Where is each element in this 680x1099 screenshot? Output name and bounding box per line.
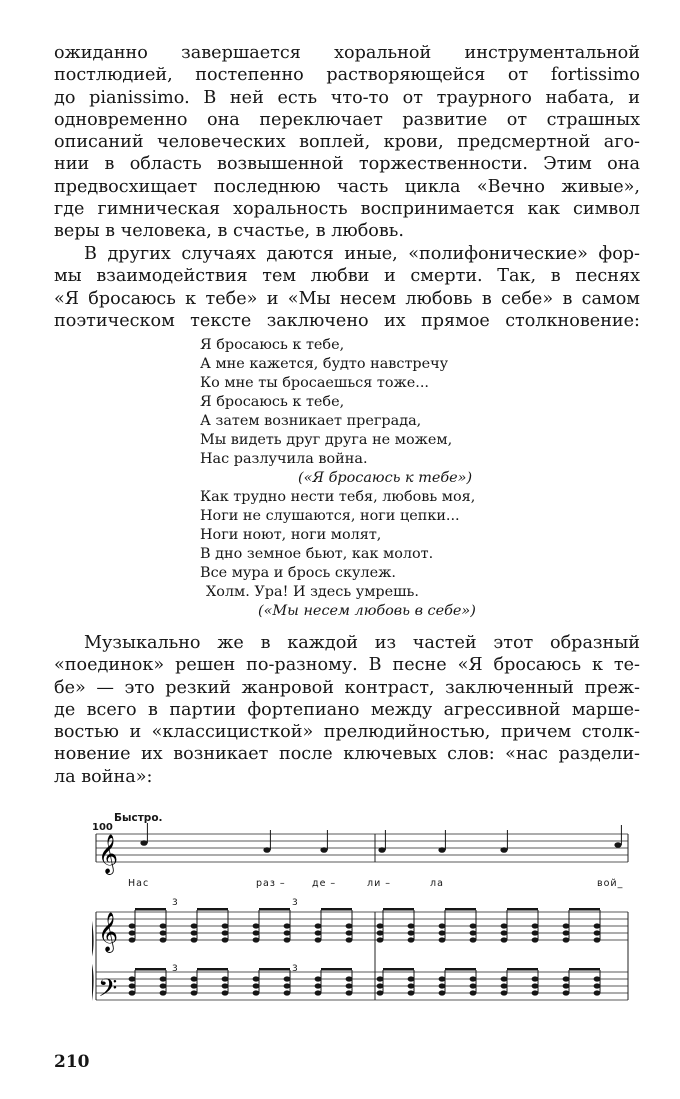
chord-note bbox=[439, 983, 446, 988]
chord-note bbox=[470, 983, 477, 988]
chord-note bbox=[129, 930, 136, 935]
chord-note bbox=[532, 990, 539, 995]
music-score bbox=[92, 812, 632, 1022]
chord-note bbox=[191, 976, 198, 981]
text-line: ожиданно завершается хоральной инструментальной bbox=[54, 43, 640, 63]
chord-note bbox=[160, 983, 167, 988]
chord-note bbox=[501, 983, 508, 988]
text-line: нии в область возвышенной торжественности. Этим она bbox=[54, 154, 640, 175]
poem-line: Мы видеть друг друга не можем, bbox=[200, 432, 453, 448]
beam bbox=[197, 968, 228, 971]
chord-note bbox=[315, 930, 322, 935]
staff-lines bbox=[96, 834, 628, 1000]
poem-line: Я бросаюсь к тебе, bbox=[200, 394, 345, 410]
paragraph-3 bbox=[54, 632, 640, 788]
chord-note bbox=[501, 937, 508, 942]
chord-note bbox=[501, 976, 508, 981]
note-head bbox=[263, 847, 270, 853]
chord-note bbox=[563, 937, 570, 942]
music-example bbox=[92, 812, 632, 1022]
poem-line: Я бросаюсь к тебе, bbox=[200, 337, 345, 353]
poem-line: Ко мне ты бросаешься тоже... bbox=[200, 375, 429, 391]
beam bbox=[197, 908, 228, 911]
beam bbox=[135, 908, 166, 911]
chord-note bbox=[532, 937, 539, 942]
text-line: мы взаимодействия тем любви и смерти. Так, в песнях bbox=[54, 266, 640, 287]
chord-note bbox=[222, 976, 229, 981]
chord-note bbox=[377, 930, 384, 935]
text-line: поэтическом тексте заключено их прямое столкновение: bbox=[54, 310, 640, 331]
lyric-syllable: Нас bbox=[128, 878, 150, 889]
chord-note bbox=[222, 923, 229, 928]
note-head bbox=[378, 847, 385, 853]
bass-clef-icon: 𝄢 bbox=[98, 974, 118, 1009]
chord-note bbox=[315, 923, 322, 928]
lyric-syllable: вой_ bbox=[597, 878, 624, 889]
chord-note bbox=[563, 976, 570, 981]
chord-note bbox=[222, 983, 229, 988]
chord-note bbox=[160, 976, 167, 981]
chord-note bbox=[129, 976, 136, 981]
chord-note bbox=[253, 930, 260, 935]
poem-quote-2 bbox=[200, 488, 500, 621]
chord-note bbox=[129, 923, 136, 928]
treble-clef-icon: 𝄞 bbox=[98, 834, 119, 874]
lyric-syllable: раз – bbox=[256, 878, 286, 889]
chord-note bbox=[222, 990, 229, 995]
chord-note bbox=[191, 983, 198, 988]
poem-line: А мне кажется, будто навстречу bbox=[200, 356, 449, 372]
chord-note bbox=[532, 983, 539, 988]
chord-note bbox=[346, 983, 353, 988]
chord-note bbox=[532, 930, 539, 935]
lyric-syllable: де – bbox=[312, 878, 337, 889]
text-line: бе» — это резкий жанровой контраст, заключенный преж- bbox=[54, 677, 640, 698]
chord-note bbox=[284, 937, 291, 942]
poem-source: («Мы несем любовь в себе») bbox=[258, 603, 476, 619]
poem-line: Все мура и брось скулеж. bbox=[200, 565, 396, 581]
chord-note bbox=[222, 937, 229, 942]
chord-note bbox=[563, 923, 570, 928]
chord-note bbox=[594, 976, 601, 981]
poem-line: Нас разлучила война. bbox=[200, 451, 368, 467]
chord-note bbox=[439, 990, 446, 995]
beam bbox=[135, 968, 166, 971]
chord-note bbox=[160, 937, 167, 942]
beam bbox=[445, 968, 476, 971]
text-line: новение их возникает после ключевых слов: «нас раздели- bbox=[54, 744, 640, 765]
chord-note bbox=[470, 930, 477, 935]
chord-note bbox=[594, 923, 601, 928]
treble-clef-icon: 𝄞 bbox=[98, 912, 119, 952]
chord-note bbox=[284, 983, 291, 988]
chord-note bbox=[315, 976, 322, 981]
chord-note bbox=[501, 923, 508, 928]
lyric-syllable: ли – bbox=[367, 878, 392, 889]
beam bbox=[445, 908, 476, 911]
tempo-marking: Быстро. bbox=[114, 812, 163, 824]
text-line: «поединок» решен по-разному. В песне «Я бросаюсь к те- bbox=[54, 655, 640, 676]
chord-note bbox=[129, 983, 136, 988]
chord-note bbox=[377, 976, 384, 981]
beam bbox=[507, 908, 538, 911]
chord-note bbox=[563, 983, 570, 988]
chord-note bbox=[470, 990, 477, 995]
chord-note bbox=[408, 923, 415, 928]
text-line: одновременно она переключает развитие от страшных bbox=[54, 109, 640, 130]
chord-note bbox=[191, 923, 198, 928]
beam bbox=[321, 908, 352, 911]
text-line: «Я бросаюсь к тебе» и «Мы несем любовь в себе» в самом bbox=[54, 288, 640, 309]
beam bbox=[259, 908, 290, 911]
chord-note bbox=[253, 923, 260, 928]
lyric-syllable: ла bbox=[430, 878, 444, 889]
chord-note bbox=[408, 930, 415, 935]
paragraph-1 bbox=[54, 42, 640, 243]
chord-note bbox=[594, 937, 601, 942]
chord-note bbox=[346, 923, 353, 928]
chord-note bbox=[253, 990, 260, 995]
text-line: востью и «классицисткой» прелюдийностью, причем столк- bbox=[54, 722, 640, 743]
triplet-mark: 3 bbox=[292, 964, 299, 974]
chord-note bbox=[439, 930, 446, 935]
chord-note bbox=[470, 937, 477, 942]
chord-note bbox=[594, 983, 601, 988]
measure-number: 100 bbox=[92, 822, 113, 833]
text-line: постлюдией, постепенно растворяющейся от fortissimo bbox=[54, 65, 640, 86]
chord-note bbox=[377, 990, 384, 995]
text-line: веры в человека, в счастье, в любовь. bbox=[54, 221, 404, 242]
chord-note bbox=[346, 990, 353, 995]
chord-note bbox=[408, 976, 415, 981]
chord-note bbox=[377, 923, 384, 928]
poem-line: Холм. Ура! И здесь умрешь. bbox=[206, 584, 419, 600]
beam bbox=[321, 968, 352, 971]
poem-line: Ноги ноют, ноги молят, bbox=[200, 527, 382, 543]
chord-note bbox=[284, 976, 291, 981]
chord-note bbox=[470, 923, 477, 928]
chord-note bbox=[315, 937, 322, 942]
chord-note bbox=[346, 937, 353, 942]
chord-note bbox=[191, 937, 198, 942]
chord-note bbox=[284, 923, 291, 928]
triplet-mark: 3 bbox=[172, 964, 179, 974]
clefs bbox=[98, 834, 118, 1009]
text-line: де всего в партии фортепиано между агрессивной марше- bbox=[54, 699, 640, 720]
chord-note bbox=[470, 976, 477, 981]
beam bbox=[259, 968, 290, 971]
poem-line: В дно земное бьют, как молот. bbox=[200, 546, 434, 562]
brace-icon bbox=[92, 904, 93, 1018]
poem-quote-1 bbox=[200, 336, 500, 488]
chord-note bbox=[439, 976, 446, 981]
chord-note bbox=[284, 990, 291, 995]
chord-note bbox=[253, 983, 260, 988]
poem-line: Ноги не слушаются, ноги цепки... bbox=[200, 508, 460, 524]
note-head bbox=[614, 842, 621, 848]
triplet-mark: 3 bbox=[172, 898, 179, 908]
beam bbox=[383, 968, 414, 971]
triplet-mark: 3 bbox=[292, 898, 299, 908]
chord-note bbox=[346, 930, 353, 935]
chord-note bbox=[191, 990, 198, 995]
chord-note bbox=[346, 976, 353, 981]
chord-note bbox=[563, 930, 570, 935]
text-line: где гимническая хоральность воспринимается как символ bbox=[54, 199, 640, 220]
note-head bbox=[320, 847, 327, 853]
chord-note bbox=[594, 990, 601, 995]
chord-note bbox=[222, 930, 229, 935]
chord-note bbox=[501, 990, 508, 995]
chord-note bbox=[377, 937, 384, 942]
text-line: предвосхищает последнюю часть цикла «Вечно живые», bbox=[54, 176, 640, 197]
text-line: Музыкально же в каждой из частей этот образный bbox=[84, 633, 640, 653]
note-head bbox=[438, 847, 445, 853]
chord-note bbox=[315, 990, 322, 995]
note-head bbox=[140, 840, 147, 846]
chord-note bbox=[191, 930, 198, 935]
chord-note bbox=[129, 937, 136, 942]
chord-note bbox=[532, 976, 539, 981]
text-line: В других случаях даются иные, «полифонические» фор- bbox=[84, 244, 640, 264]
chord-note bbox=[253, 937, 260, 942]
chord-note bbox=[160, 990, 167, 995]
text-line: до pianissimo. В ней есть что-то от траурного набата, и bbox=[54, 87, 640, 108]
paragraph-2 bbox=[54, 243, 640, 332]
chord-note bbox=[160, 923, 167, 928]
note-head bbox=[500, 847, 507, 853]
poem-line: А затем возникает преграда, bbox=[200, 413, 422, 429]
poem-source: («Я бросаюсь к тебе») bbox=[298, 470, 473, 486]
chord-note bbox=[594, 930, 601, 935]
chord-note bbox=[563, 990, 570, 995]
chord-note bbox=[439, 923, 446, 928]
chord-note bbox=[408, 937, 415, 942]
chord-note bbox=[501, 930, 508, 935]
chord-note bbox=[129, 990, 136, 995]
poem-line: Как трудно нести тебя, любовь моя, bbox=[200, 489, 476, 505]
beam bbox=[569, 908, 600, 911]
chord-note bbox=[532, 923, 539, 928]
text-line: ла война»: bbox=[54, 766, 153, 787]
chord-note bbox=[284, 930, 291, 935]
beam bbox=[507, 968, 538, 971]
text-line: описаний человеческих воплей, крови, предсмертной аго- bbox=[54, 132, 640, 153]
page-number: 210 bbox=[54, 1052, 90, 1072]
beam bbox=[569, 968, 600, 971]
chord-note bbox=[160, 930, 167, 935]
chord-note bbox=[315, 983, 322, 988]
beam bbox=[383, 908, 414, 911]
chord-note bbox=[439, 937, 446, 942]
chord-note bbox=[253, 976, 260, 981]
chord-note bbox=[408, 990, 415, 995]
chord-note bbox=[377, 983, 384, 988]
chord-note bbox=[408, 983, 415, 988]
